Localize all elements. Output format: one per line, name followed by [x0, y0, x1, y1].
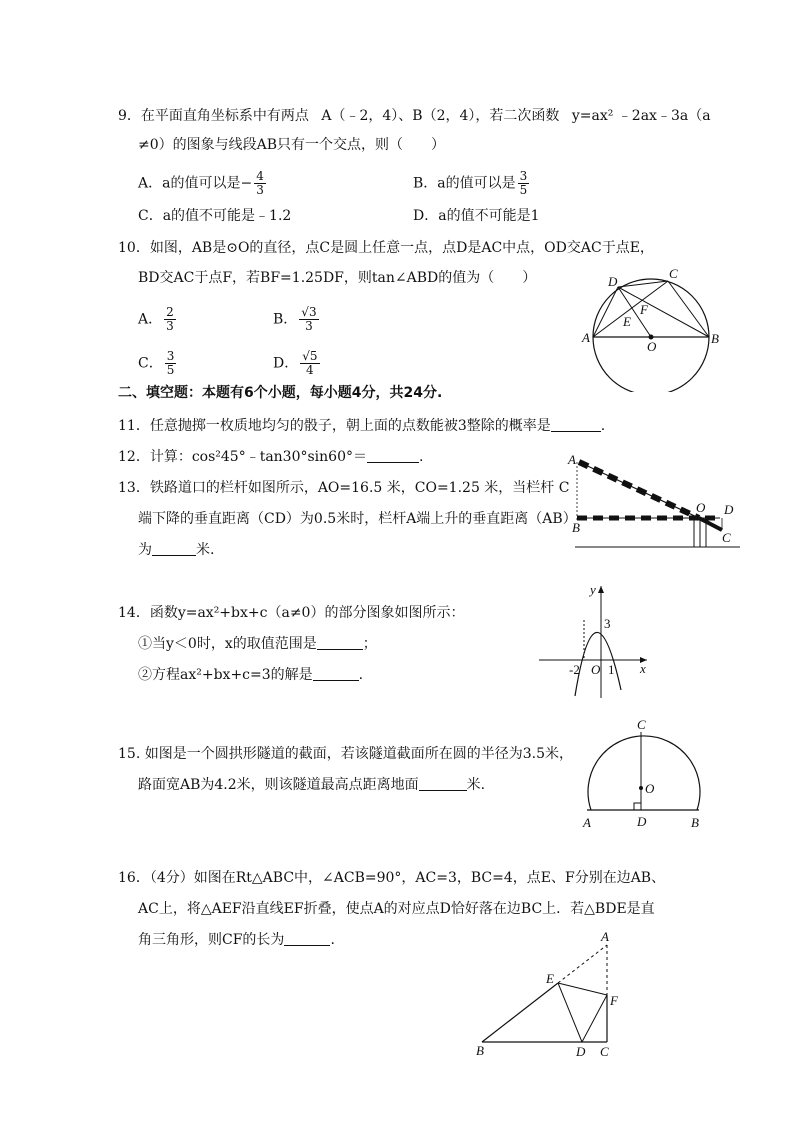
q16-line2: AC上，将△AEF沿直线EF折叠，使点A的对应点D恰好落在边BC上．若△BDE是直: [138, 901, 655, 917]
label-b: B: [691, 815, 699, 830]
q14-answer-blank-2[interactable]: [313, 666, 359, 681]
q10-option-b: [273, 306, 321, 333]
q13-line3: [138, 540, 214, 560]
q14-answer-blank-1[interactable]: [317, 635, 363, 650]
q10-option-c-frac: [165, 350, 177, 377]
frac-num: √5: [302, 349, 318, 363]
label-d: D: [724, 502, 734, 517]
label-c: C: [669, 266, 678, 281]
label-c: C: [637, 717, 646, 732]
q9-line1: [118, 106, 711, 126]
pivot-o: [696, 516, 700, 520]
segment-df: [582, 995, 607, 1042]
label-e: E: [623, 314, 631, 329]
frac-num: 4: [256, 169, 264, 183]
label-o: O: [591, 662, 601, 677]
label-b: B: [476, 1043, 484, 1058]
frac-den: 5: [166, 363, 175, 377]
q14-line2: [138, 634, 377, 654]
label-y: y: [590, 582, 596, 597]
q14-line2-post: ；: [362, 636, 377, 652]
label-a: A: [568, 452, 576, 467]
frac-den: 3: [256, 183, 264, 197]
segment-ef: [558, 983, 607, 995]
q15-answer-blank[interactable]: [419, 776, 467, 791]
label-f: F: [610, 993, 618, 1008]
q9-points: A（﹣2，4）、B（2，4），若二次函数: [321, 108, 560, 124]
label-e: E: [546, 971, 554, 986]
q9-line2: ≠0）的图象与线段AB只有一个交点，则（ ）: [138, 137, 446, 153]
q16-triangle-figure: [470, 925, 620, 1060]
frac-num: 2: [166, 305, 174, 319]
frac-den: 4: [306, 363, 314, 377]
label-c: C: [722, 530, 731, 545]
q12-end: .: [419, 449, 424, 465]
segment-db: [618, 287, 709, 337]
q15-tunnel-figure: [575, 715, 715, 833]
frac-den: 3: [305, 319, 313, 333]
q9-option-b-text: B．a的值可以是: [413, 175, 516, 192]
q13-line2: 端下降的垂直距离（CD）为0.5米时，栏杆A端上升的垂直距离（AB）: [138, 511, 577, 527]
segment-cb: [668, 281, 709, 337]
q10-circle-figure: [580, 262, 720, 392]
segment-ed: [558, 983, 582, 1042]
label-o: O: [647, 339, 657, 354]
label-o: O: [696, 500, 706, 515]
q9-option-a: [138, 170, 268, 197]
hyp-b-e: [482, 983, 558, 1042]
q11: [118, 416, 605, 436]
q16-line3-post: .: [330, 932, 335, 948]
q9-option-c: C．a的值不可能是﹣1.2: [138, 208, 292, 224]
frac-num: √3: [301, 305, 317, 319]
q9-function: y=ax² ﹣2ax﹣3a（a: [571, 108, 711, 124]
label-neg2: -2: [569, 662, 580, 677]
label-d: D: [576, 1044, 586, 1059]
q13-answer-blank[interactable]: [152, 541, 196, 556]
q14-line3-pre: ②方程ax²+bx+c=3的解是: [138, 667, 313, 683]
q13-line1: 13．铁路道口的栏杆如图所示，AO=16.5 米，CO=1.25 米，当栏杆 C: [118, 480, 570, 496]
label-a: A: [582, 330, 590, 345]
label-3: 3: [604, 616, 611, 631]
label-x: x: [640, 661, 646, 676]
hyp-e-a: [558, 945, 607, 983]
label-d: D: [637, 814, 647, 829]
q9-option-b: [413, 170, 531, 197]
label-o: O: [645, 781, 655, 796]
q16-line3: [138, 930, 335, 950]
q15-line2-post: 米.: [466, 777, 486, 793]
q13-line3-post: 米.: [196, 542, 215, 558]
label-f: F: [640, 302, 648, 317]
q9-option-a-frac: [254, 170, 266, 197]
frac-num: 3: [166, 349, 175, 363]
frac-den: 5: [519, 183, 528, 197]
q10-option-b-frac: [299, 306, 318, 333]
q10-option-d: [273, 350, 322, 377]
q14-line2-pre: ①当y＜0时，x的取值范围是: [138, 636, 317, 652]
label-c: C: [600, 1044, 609, 1059]
q16-line3-pre: 角三角形，则CF的长为: [138, 932, 285, 948]
q10-option-a: [138, 306, 178, 333]
q10-option-a-frac: [164, 306, 176, 333]
q9-option-d: D．a的值不可能是1: [413, 208, 540, 224]
q10-line1: 10．如图，AB是⊙O的直径，点C是圆上任意一点，点D是AC中点，OD交AC于点E，: [118, 240, 654, 256]
q16-answer-blank[interactable]: [284, 931, 330, 946]
bar-raised-core: [579, 462, 699, 518]
q11-answer-blank[interactable]: [551, 417, 601, 432]
y-axis-arrow: [598, 586, 604, 593]
label-b: B: [572, 520, 580, 535]
q15-line2-pre: 路面宽AB为4.2米，则该隧道最高点距离地面: [138, 777, 419, 793]
q15-line1: 15. 如图是一个圆拱形隧道的截面，若该隧道截面所在圆的半径为3.5米，: [118, 746, 573, 762]
q12-text: 12．计算：cos²45°﹣tan30°sin60°＝: [118, 449, 367, 465]
q14-line1: 14．函数y=ax²+bx+c（a≠0）的部分图象如图所示：: [118, 605, 465, 621]
q10-option-b-text: B．: [273, 311, 298, 328]
right-angle-mark: [634, 803, 641, 810]
q14-line3-post: .: [358, 667, 364, 683]
q14-line3: [138, 665, 363, 685]
q11-text: 11．任意抛掷一枚质地均匀的骰子，朝上面的点数能被3整除的概率是: [118, 418, 551, 434]
q9-option-a-text: A．a的值可以是−: [138, 175, 253, 192]
q9-option-b-frac: [518, 170, 530, 197]
label-a: A: [601, 929, 609, 944]
q10-option-a-text: A．: [138, 311, 163, 328]
q16-line1: 16．（4分）如图在Rt△ABC中，∠ACB=90°，AC=3，BC=4，点E、F分别在边AB、: [118, 870, 666, 886]
q10-option-d-text: D．: [273, 355, 299, 372]
frac-den: 3: [166, 319, 174, 333]
tunnel-arch: [588, 736, 700, 810]
q14-parabola-figure: [535, 580, 655, 702]
q10-line2: BD交AC于点F，若BF=1.25DF，则tan∠ABD的值为（ ）: [138, 270, 537, 286]
q10-option-c-text: C．: [138, 355, 163, 372]
q13-barrier-figure: [565, 450, 750, 555]
section-title: 二、填空题：本题有6个小题，每小题4分，共24分.: [118, 385, 443, 401]
label-b: B: [711, 331, 719, 346]
segment-ad: [593, 287, 618, 337]
q9-line1-a: 9．在平面直角坐标系中有两点: [118, 108, 309, 124]
q12: [118, 447, 423, 467]
center-o: [639, 786, 643, 790]
q10-option-c: [138, 350, 178, 377]
q15-line2: [138, 775, 485, 795]
q13-line3-pre: 为: [138, 542, 152, 558]
label-d: D: [608, 274, 618, 289]
frac-num: 3: [519, 169, 528, 183]
q10-option-d-frac: [300, 350, 319, 377]
label-a: A: [583, 815, 591, 830]
q11-end: .: [600, 418, 606, 434]
q12-answer-blank[interactable]: [367, 448, 419, 463]
label-1: 1: [608, 662, 615, 677]
